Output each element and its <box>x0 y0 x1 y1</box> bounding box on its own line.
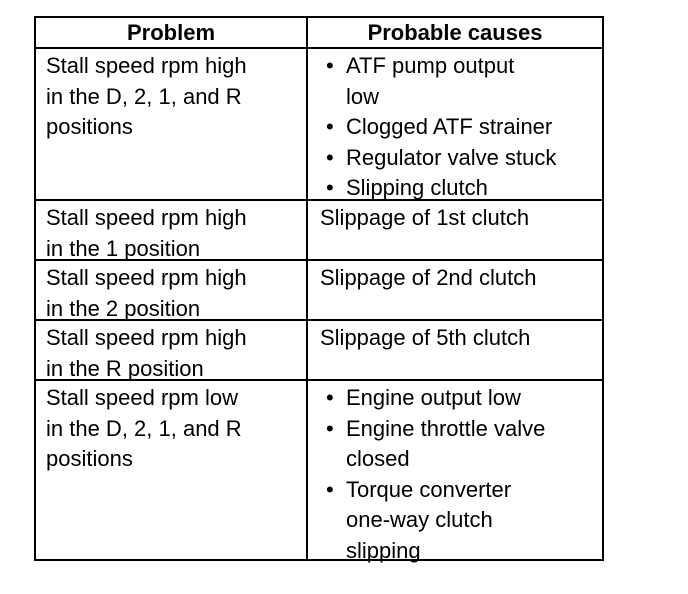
cause-text: Engine throttle valve closed <box>346 415 546 471</box>
table-row <box>36 201 602 261</box>
list-item <box>320 143 602 174</box>
problem-cell: Stall speed rpm high in the 1 position <box>36 201 308 259</box>
header-probable-causes: Probable causes <box>367 20 543 45</box>
bullet-icon: • <box>326 175 334 200</box>
problem-cell: Stall speed rpm low in the D, 2, 1, and R positions <box>36 381 308 559</box>
cause-text: Slipping clutch <box>346 175 488 200</box>
cause-text: Clogged ATF strainer <box>346 114 553 139</box>
table-row <box>36 321 602 381</box>
table-row <box>36 381 602 563</box>
problem-cell: Stall speed rpm high in the 2 position <box>36 261 308 319</box>
header-problem: Problem <box>36 18 308 47</box>
problem-cell: Stall speed rpm high in the D, 2, 1, and R positions <box>36 49 308 199</box>
table-row <box>36 261 602 321</box>
causes-cell <box>308 49 602 199</box>
table-header-row <box>36 18 602 49</box>
cause-text: ATF pump output low <box>346 53 515 109</box>
list-item <box>320 173 602 204</box>
list-item <box>320 414 602 475</box>
problem-cell: Stall speed rpm high in the R position <box>36 321 308 379</box>
cause-text: Regulator valve stuck <box>346 144 557 170</box>
bullet-icon: • <box>326 53 334 78</box>
cause-text: Engine output low <box>346 385 521 410</box>
causes-list <box>320 51 602 204</box>
list-item <box>320 112 602 143</box>
stall-speed-table <box>34 16 604 561</box>
bullet-icon: • <box>326 144 334 170</box>
cause-cell: Slippage of 5th clutch <box>320 325 531 350</box>
bullet-icon: • <box>326 385 334 410</box>
causes-list <box>320 383 602 566</box>
list-item <box>320 475 602 567</box>
bullet-icon: • <box>326 415 334 441</box>
cause-text: Torque converter one-way clutch slipping <box>346 476 512 563</box>
bullet-icon: • <box>326 114 334 139</box>
cause-cell: Slippage of 2nd clutch <box>320 265 537 290</box>
table-row <box>36 49 602 201</box>
list-item <box>320 383 602 414</box>
causes-cell <box>308 381 602 563</box>
list-item <box>320 51 602 112</box>
bullet-icon: • <box>326 476 334 502</box>
cause-cell: Slippage of 1st clutch <box>320 205 530 230</box>
